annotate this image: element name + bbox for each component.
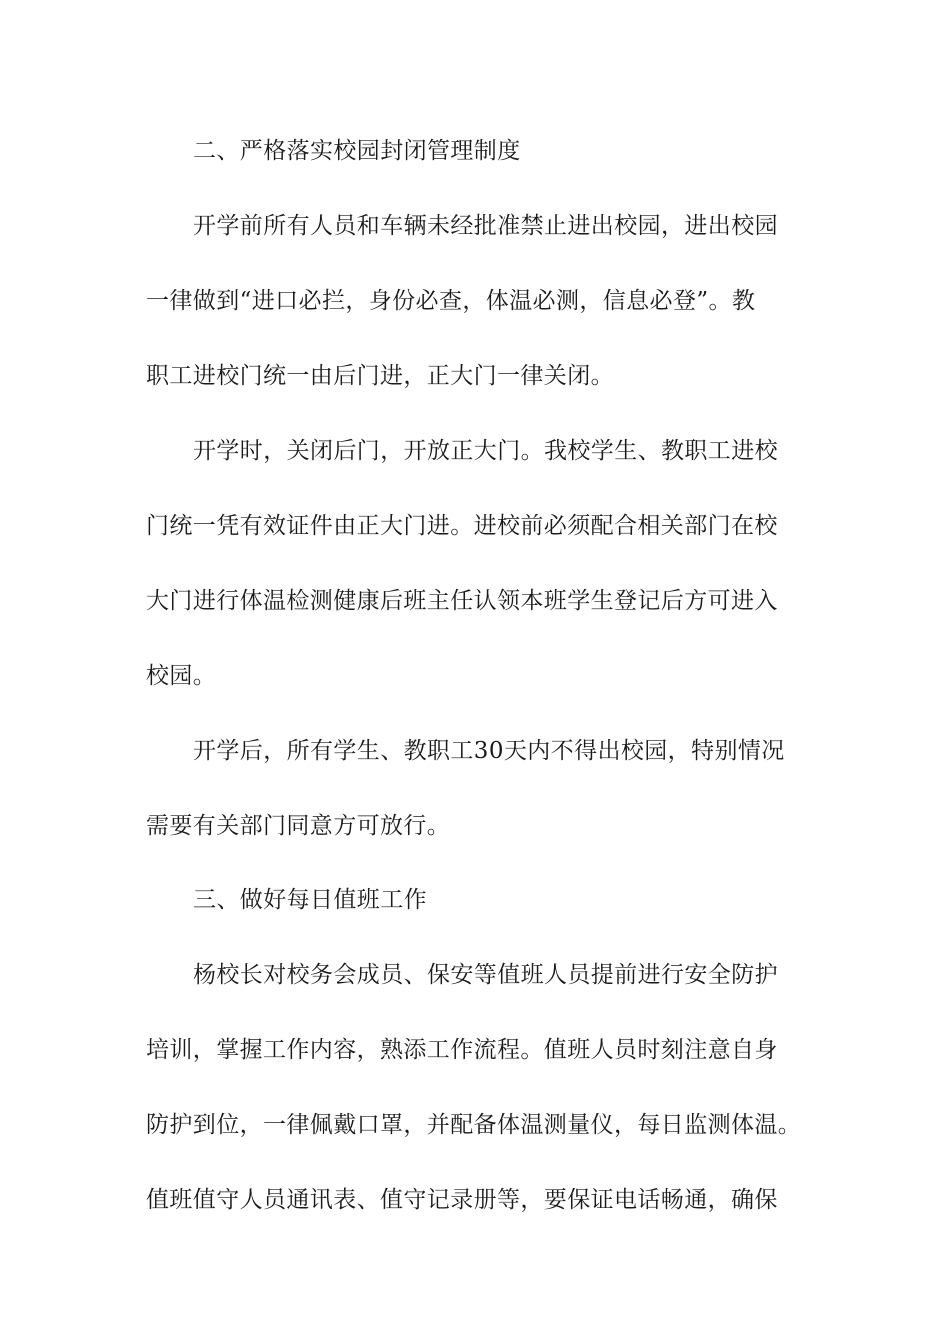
paragraph-line: 大门进行体温检测健康后班主任认领本班学生登记后方可进入	[146, 588, 778, 614]
paragraph-line: 值班值守人员通讯表、值守记录册等，要保证电话畅通，确保	[146, 1187, 778, 1213]
paragraph-line: 校园。	[146, 663, 217, 689]
paragraph-line: 一律做到“进口必拦，身份必查，体温必测，信息必登”。教	[146, 288, 756, 314]
section-heading-2: 二、严格落实校园封闭管理制度	[193, 138, 521, 164]
paragraph-line: 门统一凭有效证件由正大门进。进校前必须配合相关部门在校	[146, 513, 778, 539]
paragraph-line: 防护到位，一律佩戴口罩，并配备体温测量仪，每日监测体温。	[146, 1112, 802, 1138]
paragraph-line: 职工进校门统一由后门进，正大门一律关闭。	[146, 363, 614, 389]
paragraph-line: 杨校长对校务会成员、保安等值班人员提前进行安全防护	[193, 962, 778, 988]
paragraph-line: 培训，掌握工作内容，熟添工作流程。值班人员时刻注意自身	[146, 1037, 778, 1063]
section-heading-3: 三、做好每日值班工作	[193, 887, 427, 913]
paragraph-line: 开学前所有人员和车辆未经批准禁止进出校园，进出校园	[193, 213, 778, 239]
paragraph-line: 开学时，关闭后门，开放正大门。我校学生、教职工进校	[193, 438, 778, 464]
paragraph-line: 需要有关部门同意方可放行。	[146, 813, 451, 839]
paragraph-line: 开学后，所有学生、教职工30天内不得出校园，特别情况	[193, 738, 785, 764]
